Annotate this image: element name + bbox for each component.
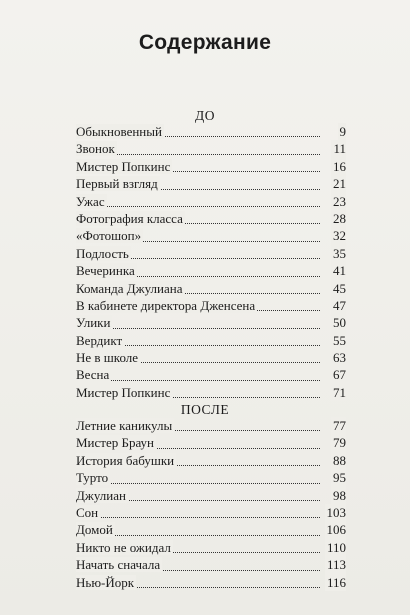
toc-entry-title: Обыкновенный	[76, 123, 162, 139]
toc-entry-title: Весна	[76, 367, 110, 383]
toc-entry[interactable]	[76, 435, 346, 452]
toc-entry-title: Первый взгляд	[76, 176, 158, 192]
dot-leader	[76, 483, 320, 484]
toc-entry[interactable]	[76, 211, 346, 228]
toc-entry-page: 50	[333, 315, 346, 331]
toc-entry-title: Домой	[76, 522, 113, 538]
toc-entry-page: 47	[333, 297, 346, 313]
toc-entry[interactable]	[76, 281, 346, 298]
toc-entry-page: 41	[333, 263, 346, 279]
toc-entry[interactable]	[76, 522, 346, 539]
toc-entry-page: 103	[326, 504, 346, 520]
toc-entry-title: Фотография класса	[76, 210, 183, 226]
toc-entry-title: Ужас	[76, 193, 105, 209]
toc-entry-title: Джулиан	[76, 487, 126, 503]
toc-entry-title: Никто не ожидал	[76, 539, 171, 555]
toc-entry-page: 106	[326, 522, 346, 538]
toc-entry-page: 67	[333, 367, 346, 383]
toc-entry[interactable]	[76, 263, 346, 280]
toc-entry[interactable]	[76, 557, 346, 574]
toc-entry[interactable]	[76, 367, 346, 384]
toc-entry[interactable]	[76, 159, 346, 176]
dot-leader	[76, 517, 320, 518]
toc-entry[interactable]	[76, 246, 346, 263]
toc-entry[interactable]	[76, 333, 346, 350]
toc-entry-title: Мистер Попкинс	[76, 384, 171, 400]
toc-entry-title: Мистер Попкинс	[76, 158, 171, 174]
toc-entry[interactable]	[76, 315, 346, 332]
toc-entry-title: Вердикт	[76, 332, 123, 348]
toc-entry[interactable]	[76, 540, 346, 557]
toc-entry-page: 95	[333, 470, 346, 486]
toc-entry-title: Подлость	[76, 245, 129, 261]
toc-entry-page: 16	[333, 158, 346, 174]
toc-entry-title: Звонок	[76, 141, 115, 157]
section-heading-after: ПОСЛЕ	[180, 402, 230, 417]
toc-entry[interactable]	[76, 453, 346, 470]
dot-leader	[76, 206, 320, 207]
toc-entry-title: В кабинете директора Дженсена	[76, 297, 256, 313]
toc-entry-page: 116	[326, 574, 346, 590]
toc-entry[interactable]	[76, 228, 346, 245]
toc-entry-page: 110	[326, 539, 346, 555]
toc-entry[interactable]	[76, 298, 346, 315]
toc-entry-title: Команда Джулиана	[76, 280, 183, 296]
toc-entry-title: Улики	[76, 315, 111, 331]
toc-list-after	[76, 418, 346, 592]
toc-entry[interactable]	[76, 176, 346, 193]
toc-entry-page: 79	[333, 435, 346, 451]
toc-entry-title: История бабушки	[76, 452, 175, 468]
toc-list-before	[76, 124, 346, 402]
toc-entry-page: 32	[333, 228, 346, 244]
toc-entry-page: 11	[333, 141, 346, 157]
toc-entry-page: 28	[333, 210, 346, 226]
toc-entry-page: 21	[333, 176, 346, 192]
section-heading-before: ДО	[195, 108, 215, 123]
toc-entry[interactable]	[76, 488, 346, 505]
toc-entry-title: Не в школе	[76, 350, 139, 366]
toc-entry-page: 9	[339, 123, 346, 139]
toc-entry[interactable]	[76, 418, 346, 435]
toc-entry[interactable]	[76, 350, 346, 367]
toc-entry-page: 63	[333, 350, 346, 366]
toc-entry-page: 35	[333, 245, 346, 261]
toc-entry-page: 98	[333, 487, 346, 503]
toc-entry-page: 45	[333, 280, 346, 296]
toc-entry[interactable]	[76, 194, 346, 211]
toc-entry-page: 77	[333, 417, 346, 433]
toc-entry[interactable]	[76, 470, 346, 487]
toc-entry-title: «Фотошоп»	[76, 228, 142, 244]
toc-entry-page: 23	[333, 193, 346, 209]
toc-entry-title: Турто	[76, 470, 109, 486]
toc-entry-title: Мистер Браун	[76, 435, 155, 451]
toc-entry[interactable]	[76, 124, 346, 141]
toc-entry-title: Летние каникулы	[76, 417, 173, 433]
toc-entry-page: 55	[333, 332, 346, 348]
page-title: Содержание	[138, 31, 272, 54]
toc-entry-title: Нью-Йорк	[76, 574, 135, 590]
toc-entry-page: 88	[333, 452, 346, 468]
toc-entry[interactable]	[76, 505, 346, 522]
toc-entry-page: 71	[333, 384, 346, 400]
toc-entry[interactable]	[76, 575, 346, 592]
toc-entry[interactable]	[76, 385, 346, 402]
toc-entry[interactable]	[76, 141, 346, 158]
toc-entry-page: 113	[326, 557, 346, 573]
toc-entry-title: Сон	[76, 504, 99, 520]
toc-entry-title: Начать сначала	[76, 557, 161, 573]
toc-entry-title: Вечеринка	[76, 263, 135, 279]
